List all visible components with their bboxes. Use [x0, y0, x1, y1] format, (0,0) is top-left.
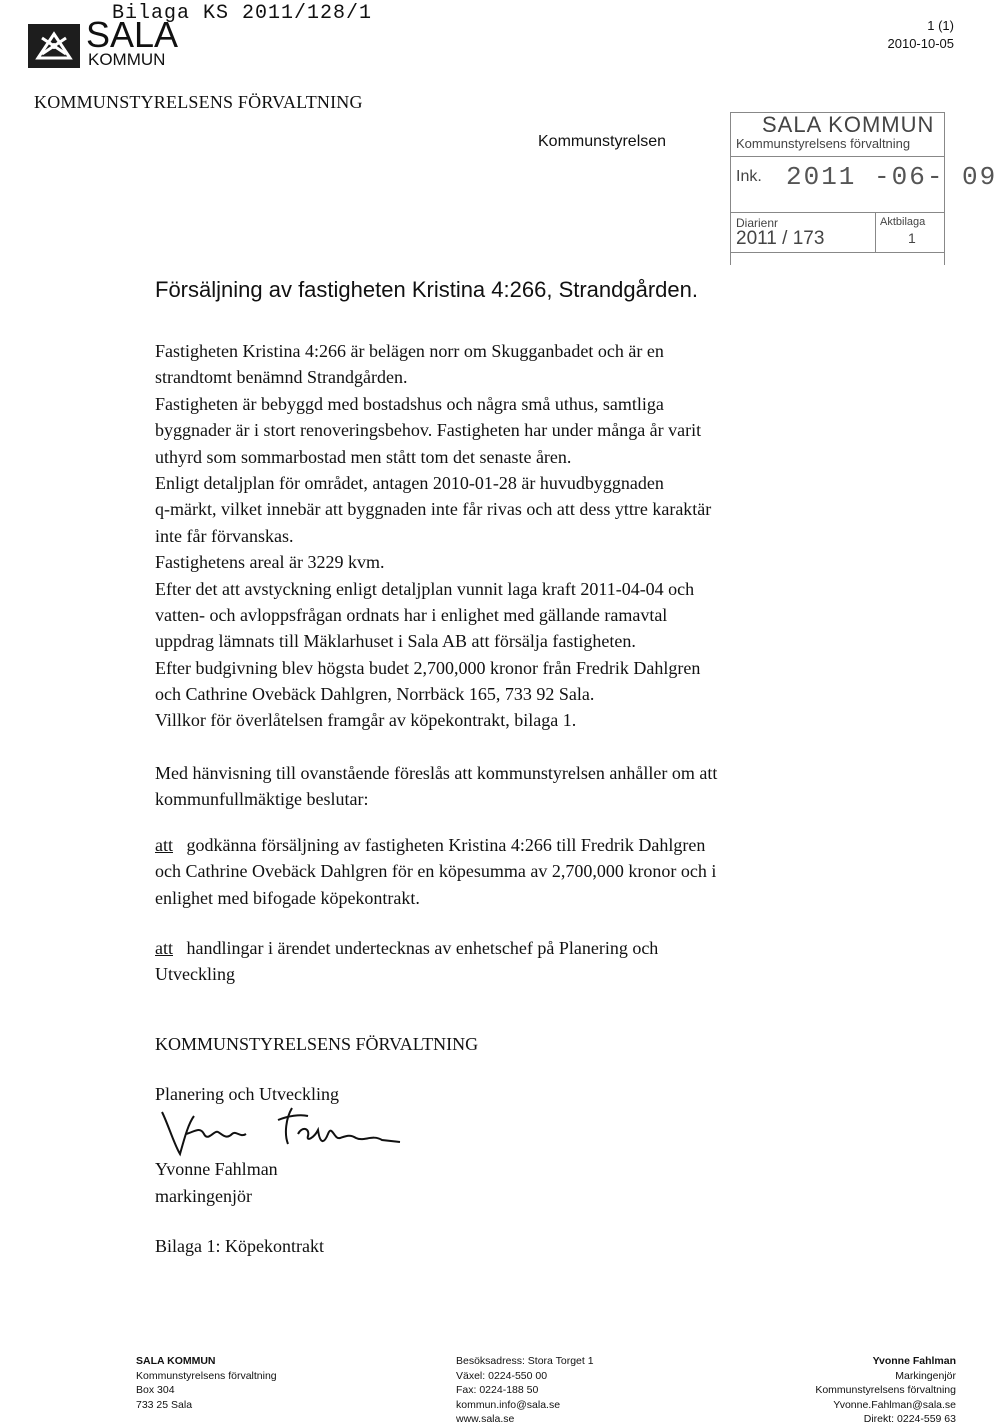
handwritten-signature — [160, 1104, 440, 1160]
body-line: och Cathrine Ovebäck Dahlgren för en köpesumma av 2,700,000 kronor och i — [155, 861, 717, 882]
footer-line: Yvonne Fahlman — [872, 1355, 956, 1367]
document-date: 2010-10-05 — [887, 36, 954, 51]
signature-department: KOMMUNSTYRELSENS FÖRVALTNING — [155, 1034, 479, 1054]
received-stamp — [730, 112, 997, 265]
decision-text: godkänna försäljning av fastigheten Kristina 4:266 till Fredrik Dahlgren — [186, 835, 706, 855]
body-line: uthyrd som sommarbostad men stått tom det senaste åren. — [155, 446, 572, 467]
body-line: Enligt detaljplan för området, antagen 2010-01-28 är huvudbyggnaden — [155, 473, 664, 494]
body-line: Med hänvisning till ovanstående föreslås att kommunstyrelsen anhåller om att — [155, 763, 718, 783]
footer-organization — [136, 1354, 277, 1412]
body-paragraph-terms: Villkor för överlåtelsen framgår av köpekontrakt, bilaga 1. — [155, 710, 577, 730]
body-line: Efter det att avstyckning enligt detaljplan vunnit laga kraft 2011-04-04 och — [155, 578, 695, 599]
department-heading: KOMMUNSTYRELSENS FÖRVALTNING — [34, 92, 363, 112]
footer-handler — [815, 1354, 956, 1427]
footer-line: Markingenjör — [895, 1369, 956, 1382]
body-line: Fastigheten är bebyggd med bostadshus och några små uthus, samtliga — [155, 393, 664, 414]
body-line: Fastigheten Kristina 4:266 är belägen norr om Skugganbadet och är en — [155, 341, 664, 361]
logo-subtitle: KOMMUN — [88, 50, 166, 69]
stamp-diarie-number: 2011 / 173 — [736, 228, 825, 249]
sala-logo-icon — [28, 24, 80, 68]
footer-line: 733 25 Sala — [136, 1398, 193, 1411]
body-line: Fastighetens areal är 3229 kvm. — [155, 552, 385, 573]
body-paragraph-proposal — [155, 760, 717, 813]
body-line: enlighet med bifogade köpekontrakt. — [155, 887, 420, 908]
decision-text: handlingar i ärendet undertecknas av enhetschef på Planering och — [186, 938, 659, 958]
footer-line: Kommunstyrelsens förvaltning — [815, 1384, 956, 1396]
footer-line: Kommunstyrelsens förvaltning — [136, 1369, 277, 1382]
body-line: uppdrag lämnats till Mäklarhuset i Sala AB att försälja fastigheten. — [155, 631, 636, 652]
footer-line: www.sala.se — [456, 1413, 515, 1425]
enclosure-note: Bilaga 1: Köpekontrakt — [155, 1236, 324, 1256]
footer-line: Växel: 0224-550 00 — [456, 1369, 548, 1382]
footer-line: kommun.info@sala.se — [456, 1398, 561, 1411]
body-line: q-märkt, vilket innebär att byggnaden inte får rivas och att dess yttre karaktär — [155, 499, 712, 520]
footer-line: Direkt: 0224-559 63 — [863, 1413, 956, 1425]
document-reference: Bilaga KS 2011/128/1 — [112, 2, 373, 25]
body-line: Efter budgivning blev högsta budet 2,700,000 kronor från Fredrik Dahlgren — [155, 657, 701, 678]
signatory-name: Yvonne Fahlman — [155, 1159, 278, 1179]
footer-line: Besöksadress: Stora Torget 1 — [456, 1355, 594, 1367]
att-keyword: att — [155, 938, 173, 958]
footer-line: SALA KOMMUN — [136, 1355, 216, 1367]
body-line: och Cathrine Ovebäck Dahlgren, Norrbäck 165, 733 92 Sala. — [155, 684, 595, 705]
stamp-diarie-label: Diarienr — [736, 216, 779, 230]
stamp-subtitle: Kommunstyrelsens förvaltning — [736, 136, 911, 151]
footer-contact — [456, 1354, 594, 1427]
decision-item-signing — [155, 935, 658, 988]
footer-line: Fax: 0224-188 50 — [456, 1384, 539, 1396]
logo-wordmark: SALA — [86, 14, 179, 55]
footer-line: Box 304 — [136, 1384, 175, 1396]
body-line: strandtomt benämnd Strandgården. — [155, 367, 408, 388]
footer-line: Yvonne.Fahlman@sala.se — [833, 1398, 956, 1411]
stamp-ink-label: Ink. — [736, 168, 762, 185]
stamp-aktbilaga-label: Aktbilaga — [880, 216, 926, 228]
decision-item-approve-sale — [155, 832, 716, 911]
body-line: Utveckling — [155, 964, 235, 985]
stamp-received-date: 2011 -06- 09 — [786, 162, 997, 192]
body-line: kommunfullmäktige beslutar: — [155, 789, 369, 810]
signatory-role: markingenjör — [155, 1186, 252, 1206]
stamp-aktbilaga-number: 1 — [908, 230, 916, 246]
body-line: byggnader är i stort renoveringsbehov. Fastigheten har under många år varit — [155, 420, 702, 441]
stamp-title: SALA KOMMUN — [762, 112, 935, 137]
body-line: inte får förvanskas. — [155, 525, 294, 546]
body-line: vatten- och avloppsfrågan ordnats har i enlighet med gällande ramavtal — [155, 605, 668, 626]
att-keyword: att — [155, 835, 173, 855]
recipient: Kommunstyrelsen — [538, 133, 667, 150]
body-paragraph-description — [155, 338, 711, 708]
page-number: 1 (1) — [927, 18, 954, 33]
signature-unit: Planering och Utveckling — [155, 1084, 339, 1104]
document-title: Försäljning av fastigheten Kristina 4:266, Strandgården. — [155, 277, 698, 302]
